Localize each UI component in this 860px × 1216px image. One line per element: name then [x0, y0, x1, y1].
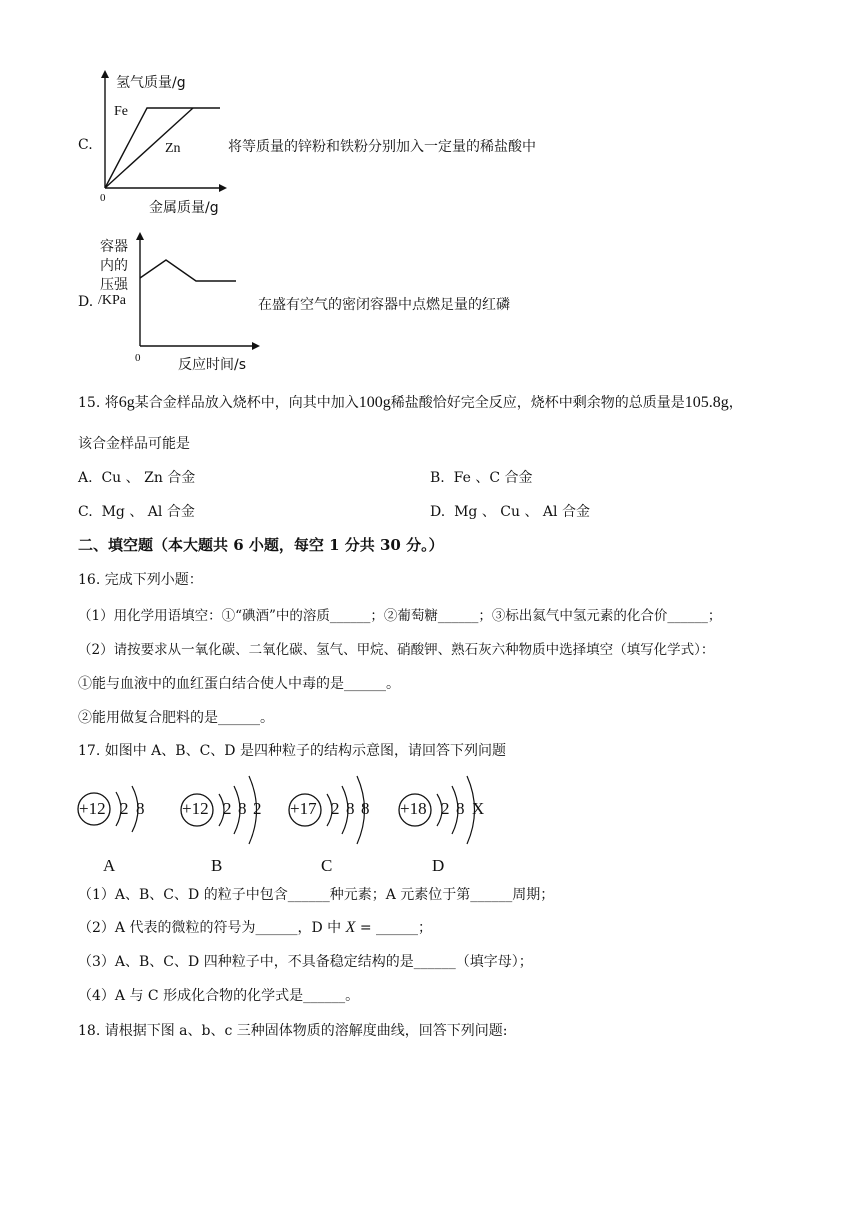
chart-c-origin: 0: [100, 192, 106, 204]
atom-d-shell-3: X: [472, 799, 485, 818]
q15-stem: 15. 将6g某合金样品放入烧杯中，向其中加入100g稀盐酸恰好完全反应，烧杯中剩余物的总质量是105.8g，: [78, 394, 743, 411]
q15-option-c[interactable]: C. Mg 、 Al 合金: [78, 504, 195, 520]
chart-d-xlabel: 反应时间/s: [178, 357, 247, 373]
atom-d-shell-1: 2: [441, 799, 450, 818]
chart-c-line-fe: [105, 108, 220, 188]
q15-option-d[interactable]: D. Mg 、 Cu 、 Al 合金: [430, 504, 590, 520]
chart-d-pressure-curve: [140, 260, 236, 281]
atom-c-shell-1: 2: [331, 799, 340, 818]
option-d-label: D.: [78, 294, 94, 310]
chart-d-x-arrow: [252, 342, 260, 350]
chart-c-series-zn: Zn: [165, 141, 181, 156]
q18-stem: 18. 请根据下图 a、b、c 三种固体物质的溶解度曲线，回答下列问题:: [78, 1023, 508, 1039]
q16-part2a: ①能与血液中的血红蛋白结合使人中毒的是______。: [78, 676, 400, 692]
section-2-title: 二、填空题（本大题共 6 小题，每空 1 分共 30 分。）: [78, 536, 444, 554]
atom-a-nucleus: +12: [79, 799, 106, 818]
atom-d-nucleus: +18: [400, 799, 427, 818]
chart-c-description: 将等质量的锌粉和铁粉分别加入一定量的稀盐酸中: [228, 139, 536, 155]
q17-part3: （3）A、B、C、D 四种粒子中，不具备稳定结构的是______（填字母）；: [78, 954, 533, 970]
chart-c-ylabel: 氢气质量/g: [116, 75, 186, 91]
chart-d-y-arrow: [136, 232, 144, 240]
q15-option-b[interactable]: B. Fe 、C 合金: [430, 470, 533, 486]
q15-option-a[interactable]: A. Cu 、 Zn 合金: [78, 470, 196, 486]
chart-d-description: 在盛有空气的密闭容器中点燃足量的红磷: [258, 297, 510, 313]
q17-part2: （2）A 代表的微粒的符号为______，D 中 X = ______；: [78, 919, 433, 936]
option-c-label: C.: [78, 137, 93, 153]
atom-c-label: C: [321, 856, 333, 875]
q16-part1: （1）用化学用语填空：①“碘酒”中的溶质______；②葡萄糖______；③标出氦气中氢元素的化合价______；: [78, 608, 722, 624]
q16-part2b: ②能用做复合肥料的是______。: [78, 710, 274, 726]
atom-c-shell-2: 8: [346, 799, 355, 818]
q17-stem: 17. 如图中 A、B、C、D 是四种粒子的结构示意图，请回答下列问题: [78, 743, 506, 759]
atom-b-shell-1: 2: [223, 799, 232, 818]
chart-d-ylabel-3: 压强: [100, 277, 128, 293]
q17-part4: （4）A 与 C 形成化合物的化学式是______。: [78, 988, 360, 1004]
chart-c-y-arrow: [101, 70, 109, 78]
q15-stem-line2: 该合金样品可能是: [78, 436, 190, 452]
atom-b-shell-3: 2: [253, 799, 262, 818]
chart-c-series-fe: Fe: [114, 104, 128, 119]
atom-c-shell-3: 8: [361, 799, 370, 818]
chart-c-xlabel: 金属质量/g: [149, 200, 219, 216]
atom-b-shell-2: 8: [238, 799, 247, 818]
atom-c-nucleus: +17: [290, 799, 317, 818]
chart-d-ylabel-4: /KPa: [98, 293, 126, 308]
atom-a-shell-1: 2: [120, 799, 129, 818]
chart-c-x-arrow: [219, 184, 227, 192]
q17-part1: （1）A、B、C、D 的粒子中包含______种元素；A 元素位于第______周期；: [78, 887, 555, 903]
chart-d-origin: 0: [135, 352, 141, 364]
atom-a-label: A: [103, 856, 116, 875]
atom-d-label: D: [432, 856, 445, 875]
q16-stem: 16. 完成下列小题：: [78, 572, 203, 588]
chart-d-ylabel-2: 内的: [100, 258, 128, 274]
atom-b-label: B: [211, 856, 223, 875]
atom-d-shell-2: 8: [456, 799, 465, 818]
atom-a-shell-2: 8: [136, 799, 145, 818]
q16-part2: （2）请按要求从一氧化碳、二氧化碳、氢气、甲烷、硝酸钾、熟石灰六种物质中选择填空（填写化学式）：: [78, 642, 715, 658]
chart-d-ylabel-1: 容器: [100, 239, 128, 255]
atom-b-nucleus: +12: [182, 799, 209, 818]
